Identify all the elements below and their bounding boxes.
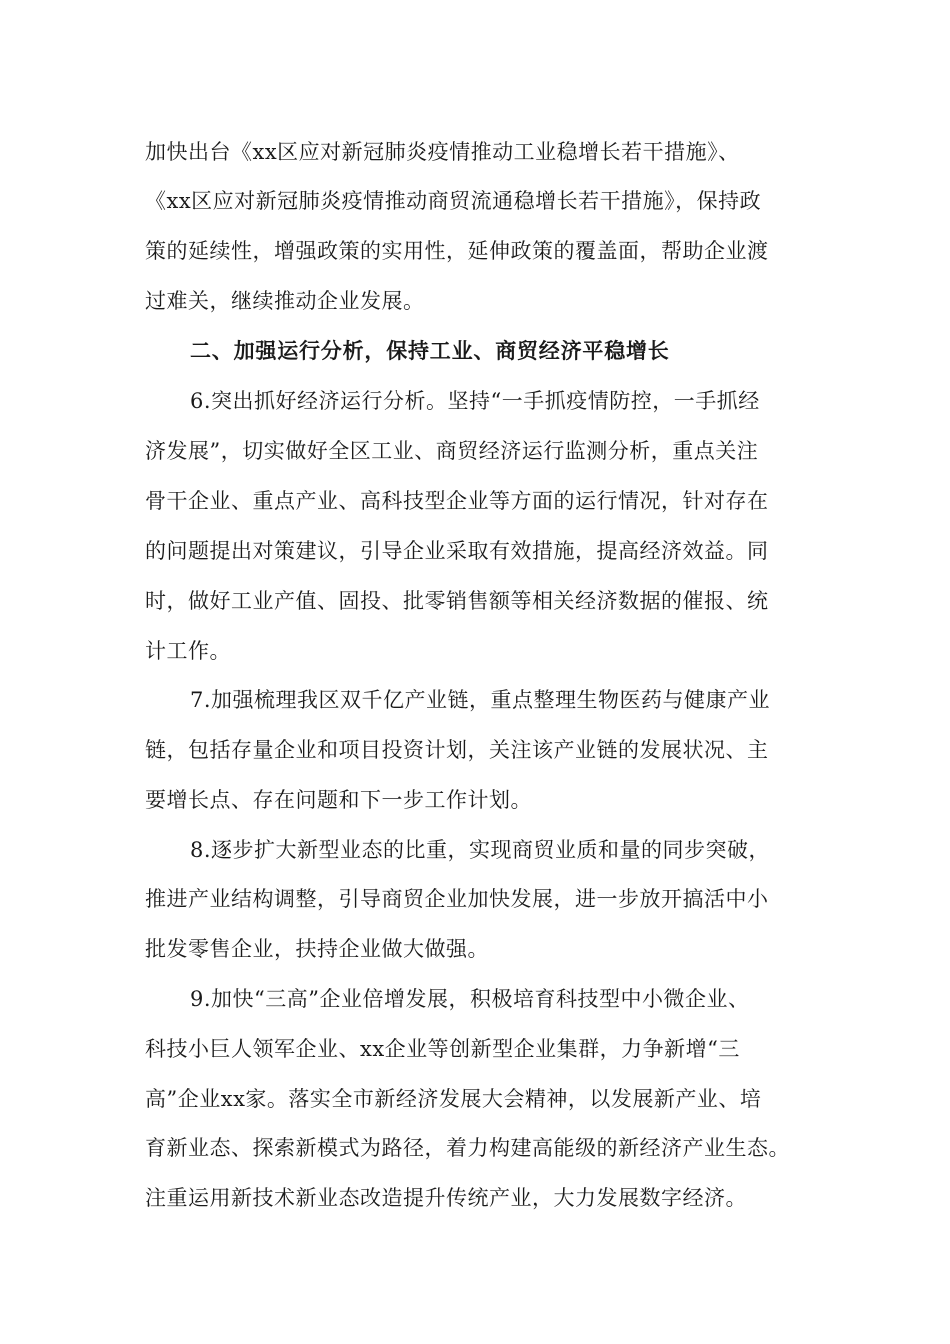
text-line: 计工作。 bbox=[145, 639, 231, 663]
text-line: 济发展”，切实做好全区工业、商贸经济运行监测分析，重点关注 bbox=[145, 439, 759, 463]
text-line: 要增长点、存在问题和下一步工作计划。 bbox=[145, 788, 532, 812]
text-line: 的问题提出对策建议，引导企业采取有效措施，提高经济效益。同 bbox=[145, 539, 769, 563]
text-line: 高”企业xx家。落实全市新经济发展大会精神，以发展新产业、培 bbox=[145, 1087, 762, 1111]
paragraph-8-first-line: 8.逐步扩大新型业态的比重，实现商贸业质和量的同步突破， bbox=[190, 838, 771, 862]
text-line: 推进产业结构调整，引导商贸企业加快发展，进一步放开搞活中小 bbox=[145, 887, 769, 911]
paragraph-7-first-line: 7.加强梳理我区双千亿产业链，重点整理生物医药与健康产业 bbox=[190, 688, 771, 712]
paragraph-6-first-line: 6.突出抓好经济运行分析。坚持“一手抓疫情防控，一手抓经 bbox=[190, 389, 760, 413]
text-line: 科技小巨人领军企业、xx企业等创新型企业集群，力争新增“三 bbox=[145, 1037, 740, 1061]
text-line: 策的延续性，增强政策的实用性，延伸政策的覆盖面，帮助企业渡 bbox=[145, 239, 769, 263]
paragraph-9-first-line: 9.加快“三高”企业倍增发展，积极培育科技型中小微企业、 bbox=[190, 987, 750, 1011]
text-line: 过难关，继续推动企业发展。 bbox=[145, 289, 425, 313]
text-line: 骨干企业、重点产业、高科技型企业等方面的运行情况，针对存在 bbox=[145, 489, 769, 513]
text-line: 批发零售企业，扶持企业做大做强。 bbox=[145, 937, 489, 961]
text-line: 加快出台《xx区应对新冠肺炎疫情推动工业稳增长若干措施》、 bbox=[145, 140, 740, 164]
text-line: 育新业态、探索新模式为路径，着力构建高能级的新经济产业生态。 bbox=[145, 1136, 790, 1160]
text-line: 注重运用新技术新业态改造提升传统产业，大力发展数字经济。 bbox=[145, 1186, 747, 1210]
text-line: 《xx区应对新冠肺炎疫情推动商贸流通稳增长若干措施》，保持政 bbox=[145, 189, 762, 213]
text-line: 链，包括存量企业和项目投资计划，关注该产业链的发展状况、主 bbox=[145, 738, 769, 762]
section-heading: 二、加强运行分析，保持工业、商贸经济平稳增长 bbox=[190, 339, 670, 363]
text-line: 时，做好工业产值、固投、批零销售额等相关经济数据的催报、统 bbox=[145, 589, 769, 613]
